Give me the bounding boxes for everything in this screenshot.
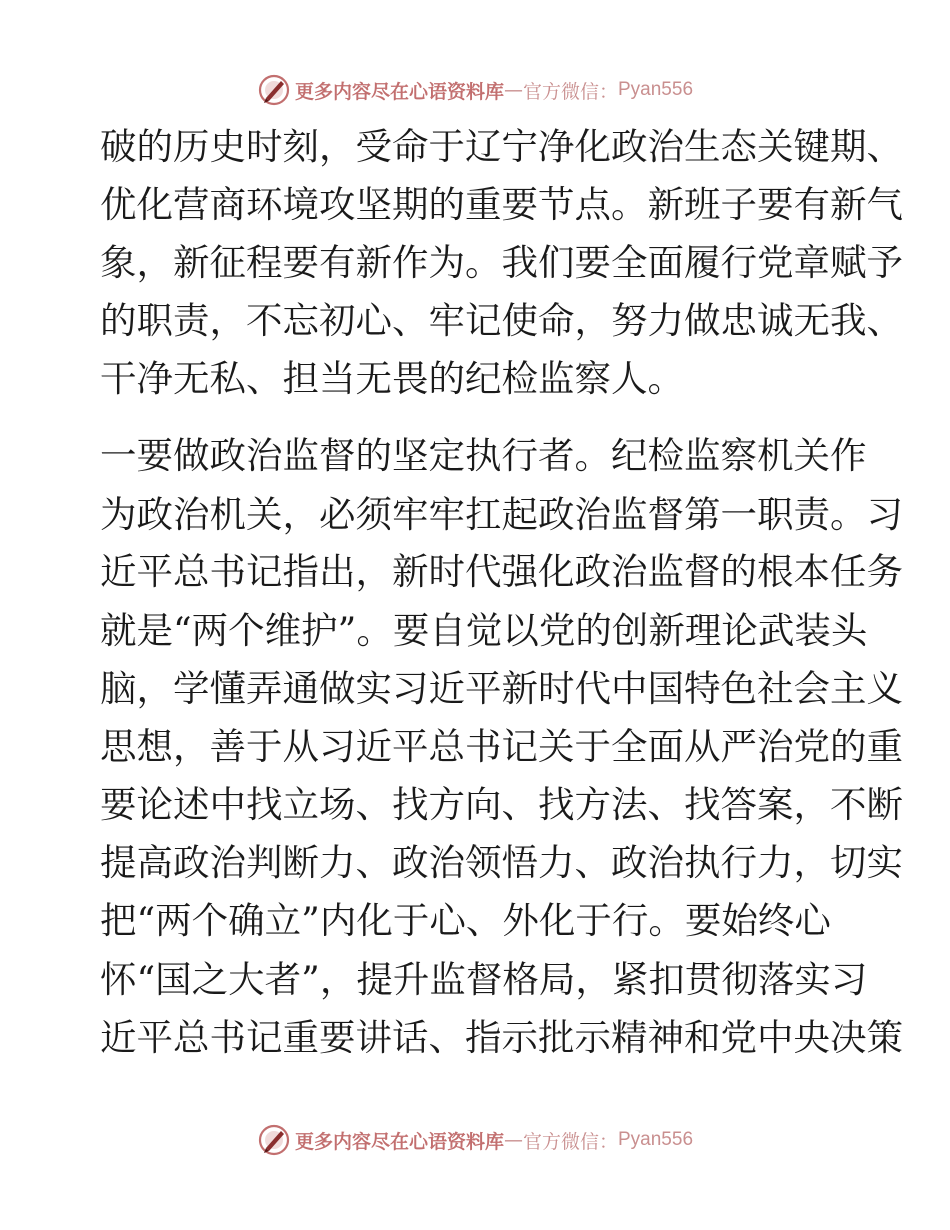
text-line: 破的历史时刻，受命于辽宁净化政治生态关键期、 <box>100 125 903 168</box>
banner-main-text: 更多内容尽在心语资料库 <box>294 1130 504 1153</box>
banner-wechat-label: 官方微信： <box>522 80 618 103</box>
pen-logo-icon <box>257 73 291 107</box>
text-line: 脑，学懂弄通做实习近平新时代中国特色社会主义 <box>100 667 903 710</box>
banner-dash: — <box>503 1129 523 1151</box>
text-line: 的职责，不忘初心、牢记使命，努力做忠诚无我、 <box>100 299 903 342</box>
text-line: 近平总书记指出，新时代强化政治监督的根本任务 <box>100 550 903 593</box>
text-line: 就是“两个维护”。要自觉以党的创新理论武装头 <box>100 609 868 652</box>
text-line: 象，新征程要有新作为。我们要全面履行党章赋予 <box>100 241 903 284</box>
banner-wechat-id: Pyan556 <box>618 79 694 100</box>
header-watermark-banner <box>0 70 950 110</box>
banner-wechat-id: Pyan556 <box>618 1129 694 1150</box>
footer-watermark-banner <box>0 1120 950 1160</box>
text-line: 一要做政治监督的坚定执行者。纪检监察机关作 <box>100 434 867 477</box>
text-line: 为政治机关，必须牢牢扛起政治监督第一职责。习 <box>100 493 903 536</box>
text-line: 思想，善于从习近平总书记关于全面从严治党的重 <box>100 725 903 768</box>
text-line: 要论述中找立场、找方向、找方法、找答案，不断 <box>100 783 903 826</box>
text-line: 怀“国之大者”，提升监督格局，紧扣贯彻落实习 <box>100 958 868 1001</box>
text-line: 把“两个确立”内化于心、外化于行。要始终心 <box>100 899 831 942</box>
text-line: 提高政治判断力、政治领悟力、政治执行力，切实 <box>100 841 903 884</box>
text-line: 优化营商环境攻坚期的重要节点。新班子要有新气 <box>100 183 903 226</box>
banner-wechat-label: 官方微信： <box>522 1130 618 1153</box>
text-line: 干净无私、担当无畏的纪检监察人。 <box>100 357 684 400</box>
pen-logo-icon <box>257 1123 291 1157</box>
banner-main-text: 更多内容尽在心语资料库 <box>294 80 504 103</box>
text-line: 近平总书记重要讲话、指示批示精神和党中央决策 <box>100 1016 903 1059</box>
banner-dash: — <box>503 79 523 101</box>
